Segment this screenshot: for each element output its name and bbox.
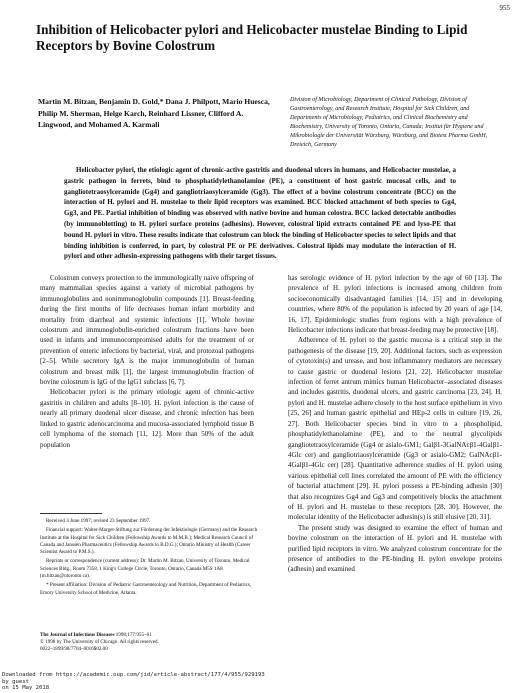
journal-issn: 0022–1899/98/7704–0016$02.00 [40,646,108,652]
body-paragraph: Colostrum conveys protection to the immunologically naive offspring of many mammalian species against a variety of microbial pathogens by immunoglobulins and nonimmunoglobulin compounds [1]. Breast-feeding during the first months of life decreases human infant morbidity and mortality from diarrheal and systemic infections [1]. Whole bovine colostrum and immunoglobulin-enriched colostrum fractions have been used in infants and immunocompromised adults for the treatment of or prevention of enteric infections by bacterial, viral, and protozoal pathogens [2–5]. While secretory IgA is the major immunoglobulin of human colostrum and breast milk [1], the largest immunoglobulin fraction of bovine colostrum is IgG of the IgG1 subclass [6, 7]. [40,274,254,387]
body-paragraph: Helicobacter pylori is the primary etiologic agent of chronic-active gastritis in children and adults [8–10]. H. pylori infection is the cause of nearly all primary duodenal ulcer disease, and chronic infection has been linked to gastric adenocarcinoma and mucosa-associated lymphoid tissue B cell lymphoma of the stomach [11, 12]. More than 50% of the adult population [40,388,254,449]
download-date: on 15 May 2018 [2,685,50,691]
author-list: Martin M. Bitzan, Benjamin D. Gold,* Dana J. Philpott, Mario Huesca, Philip M. Sherman, Helge Karch, Reinhard Lissner, Clifford A. Lingwood, and Mohamed A. Karmali [38,97,270,129]
footnote: Reprints or correspondence (current address): Dr. Martin M. Bitzan, University of Toronto, Medical Sciences Bldg., Room 7358, 1 King's College Circle, Toronto, Ontario, Canada M5S 1A8 (m.bitzan@utoronto.ca). [40,558,250,580]
journal-volume: 1998;177:955–61 [115,632,152,638]
footnote: Received 3 June 1997; revised 23 September 1997. [46,518,151,524]
abstract: Helicobacter pylori, the etiologic agent of chronic-active gastritis and duodenal ulcers in humans, and Helicobacter mustelae, a gastric pathogen in ferrets, bind to phosphatidylethanolamine (PE), a constituent of host gastric mucosal cells, and to gangliotetraosylceramide (Gg4) and gangliotriaosylceramide (Gg3). The effect of a bovine colostrum concentrate (BCC) on the interaction of H. pylori and H. mustelae to their lipid receptors was examined. BCC blocked attachment of both species to Gg4, Gg3, and PE. Partial inhibition of binding was observed with native bovine and human colostra. BCC lacked detectable antibodies (by immunoblotting) to H. pylori surface proteins (adhesins). However, colostral lipid extracts contained PE and lyso-PE that bound H. pylori in vitro. These results indicate that colostrum can block the binding of Helicobacter species to select lipids and that binding inhibition is conferred, in part, by colostral PE or PE derivatives. Colostral lipids may modulate the interaction of H. pylori and other adhesin-expressing pathogens with their target tissues. [64,166,456,261]
footnote: * Present affiliation: Division of Pediatric Gastroenterology and Nutrition, Department of Pediatrics, Emory University School of Medicine, Atlanta. [40,582,252,596]
download-user: by guest [2,678,29,685]
author-affiliation: Division of Microbiology, Department of Clinical Pathology, Division of Gastroenterology, and Research Institute, Hospital for Sick Children, and Departments of Microbiology, Pediatrics, and Clinical Biochemistry and Biochemistry, University of Toronto, Ontario, Canada; Institut für Hygiene und Mikrobiologie der Universität Würzburg, Würzburg, and Biotest Pharma GmbH, Dreieich, Germany [290,97,488,148]
journal-info [40,632,262,653]
body-paragraph: Adherence of H. pylori to the gastric mucosa is a critical step in the pathogenesis of the disease [19, 20]. Additional factors, such as expression of cytotoxin(s) and urease, and host inflammatory mediators are necessary to cause gastric or duodenal lesions [21, 22]. Helicobacter mustelae infection of ferret antrum mimics human Helicobacter–associated diseases and includes gastritis, duodenal ulcers, and gastric carcinoma [23, 24]. H. pylori and H. mustelae adhere closely to the host surface epithelium in vivo [25, 26] and human gastric epithelial and HEp-2 cells in culture [19, 26, 27]. Both Helicobacter species bind in vitro to a phospholipid, phosphatidylethanolamine (PE), and to the neutral glycolipids gangliotetraosylceramide (Gg4 or asialo-GM1; Galβ1-3GalNAcβ1-4Galβ1-4Glc cer) and gangliotriaosylceramide (Gg3 or asialo-GM2; GalNAcβ1-4Galβ1-4Glc cer) [28]. Quantitative adherence studies of H. pylori using various epithelial cell lines correlated the amount of PE with the efficiency of bacterial attachment [29]. H. pylori possess a PE-binding adhesin [30] that also recognizes Gg4 and Gg3 and competitively blocks the attachment of H. pylori and H. mustelae to these receptors [28, 30]. However, the molecular identity of the Helicobacter adhesin(s) is still elusive [20, 31]. [288,336,502,522]
body-paragraph: has serologic evidence of H. pylori infection by the age of 60 [13]. The prevalence of H. pylori infections is increased among children from socioeconomically disadvantaged families [14, 15] and in developing countries, where 80% of the population is infected by 20 years of age [14, 16, 17]. Epidemiologic studies from regions with a high prevalence of Helicobacter infections indicate that breast-feeding may be protective [18]. [288,274,502,335]
left-column [40,273,254,509]
journal-name: The Journal of Infectious Diseases [40,632,115,638]
footnote-rule [40,513,102,514]
article-title: Inhibition of Helicobacter pylori and Helicobacter mustelae Binding to Lipid Receptors by Bovine Colostrum [36,22,468,53]
download-note [2,672,265,692]
page-number: 955 [499,4,510,12]
body-paragraph: The present study was designed to examine the effect of human and bovine colostrum on the interaction of H. pylori and H. mustelae with purified lipid receptors in vitro. We analyzed colostrum concentrate for the presence of antibodies to the PE-binding H. pylori envelope proteins (adhesin) and examined [288,523,502,574]
download-url: Downloaded from https://academic.oup.com/jid/article-abstract/177/4/955/929193 [2,672,265,678]
journal-copyright: © 1998 by The University of Chicago. All rights reserved. [40,639,159,645]
footnote: Financial support: Walter-Marget-Stiftung zur Förderung der Infektiologie (Germany) and the Research Institute at the Hospital for Sick Children (Fellowship Awards to M.M.B.); Medical Research Council of Canada and Janssen Pharmaceutics (Fellowship Awards to B.D.G.); Ontario Ministry of Health (Career Scientist Award to P.M.S.). [40,527,258,556]
footnotes [40,518,262,599]
right-column [288,273,502,681]
